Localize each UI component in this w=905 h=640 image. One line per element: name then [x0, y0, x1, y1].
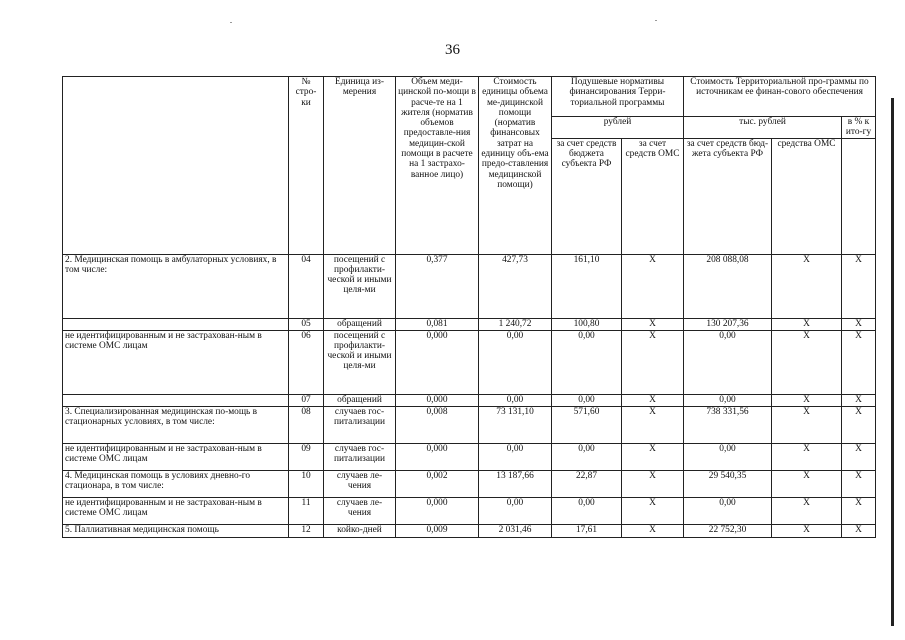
row-oms-k: X: [772, 524, 842, 537]
row-unit: посещений с профилакти-ческой и иными целя-ми: [324, 254, 396, 318]
row-no: 10: [289, 470, 324, 497]
row-pct: X: [842, 330, 876, 394]
header-row-no: № стро-ки: [289, 77, 324, 255]
row-budget-k: 0,00: [684, 497, 772, 524]
row-oms: X: [622, 443, 684, 470]
row-oms: X: [622, 497, 684, 524]
row-budget-k: 738 331,56: [684, 406, 772, 443]
table-row: [63, 406, 876, 443]
table-row: [63, 524, 876, 537]
row-cost: 0,00: [479, 330, 552, 394]
row-cost: 427,73: [479, 254, 552, 318]
row-cost: 2 031,46: [479, 524, 552, 537]
row-budget: 0,00: [552, 497, 622, 524]
row-volume: 0,000: [396, 330, 479, 394]
header-oms-2: средства ОМС: [772, 138, 842, 254]
row-budget-k: 22 752,30: [684, 524, 772, 537]
row-name: [63, 394, 289, 406]
row-budget: 0,00: [552, 394, 622, 406]
row-name: не идентифицированным и не застрахован-ным в системе ОМС лицам: [63, 497, 289, 524]
header-budget-rf-2: за счет средств бюд-жета субъекта РФ: [684, 138, 772, 254]
row-volume: 0,081: [396, 318, 479, 330]
row-budget-k: 0,00: [684, 394, 772, 406]
financing-table: [62, 76, 876, 538]
row-volume: 0,002: [396, 470, 479, 497]
scan-speck: [655, 20, 657, 21]
table-row: [63, 470, 876, 497]
header-percent: в % к ито-гу: [842, 117, 876, 139]
row-budget: 0,00: [552, 330, 622, 394]
table-row: [63, 497, 876, 524]
row-oms: X: [622, 318, 684, 330]
row-oms: X: [622, 470, 684, 497]
row-budget: 17,61: [552, 524, 622, 537]
row-oms-k: X: [772, 254, 842, 318]
row-pct: X: [842, 318, 876, 330]
header-unit: Единица из-мерения: [324, 77, 396, 255]
page-number: 36: [445, 42, 460, 58]
row-name: не идентифицированным и не застрахован-ным в системе ОМС лицам: [63, 330, 289, 394]
table-row: [63, 443, 876, 470]
row-cost: 73 131,10: [479, 406, 552, 443]
row-no: 11: [289, 497, 324, 524]
row-pct: X: [842, 497, 876, 524]
row-name: [63, 318, 289, 330]
row-unit: койко-дней: [324, 524, 396, 537]
row-volume: 0,377: [396, 254, 479, 318]
row-pct: X: [842, 443, 876, 470]
header-volume: Объем меди-цинской по-мощи в расче-те на 1 жителя (норматив объемов предоставле-ния медицин-ской помощи в расчете на 1 застрахо-ванное лицо): [396, 77, 479, 255]
row-budget: 22,87: [552, 470, 622, 497]
row-no: 06: [289, 330, 324, 394]
header-budget-rf: за счет средств бюджета субъекта РФ: [552, 138, 622, 254]
row-pct: X: [842, 254, 876, 318]
row-oms: X: [622, 330, 684, 394]
row-no: 08: [289, 406, 324, 443]
row-no: 12: [289, 524, 324, 537]
row-unit: обращений: [324, 318, 396, 330]
row-budget-k: 0,00: [684, 330, 772, 394]
table-row: [63, 254, 876, 318]
row-name: 3. Специализированная медицинская по-мощь в стационарных условиях, в том числе:: [63, 406, 289, 443]
row-budget-k: 130 207,36: [684, 318, 772, 330]
header-percent-blank: [842, 138, 876, 254]
row-volume: 0,000: [396, 394, 479, 406]
header-rubles: рублей: [552, 117, 684, 139]
row-budget-k: 29 540,35: [684, 470, 772, 497]
header-thousand-rubles: тыс. рублей: [684, 117, 842, 139]
row-oms-k: X: [772, 443, 842, 470]
row-oms: X: [622, 394, 684, 406]
row-pct: X: [842, 524, 876, 537]
row-no: 07: [289, 394, 324, 406]
table-row: [63, 394, 876, 406]
header-blank: [63, 77, 289, 255]
row-cost: 0,00: [479, 394, 552, 406]
row-volume: 0,009: [396, 524, 479, 537]
table-row: [63, 330, 876, 394]
row-unit: посещений с профилакти-ческой и иными целя-ми: [324, 330, 396, 394]
row-unit: случаев гос-питализации: [324, 443, 396, 470]
row-oms-k: X: [772, 497, 842, 524]
header-program-cost: Стоимость Территориальной про-граммы по источникам ее финан-сового обеспечения: [684, 77, 876, 117]
row-oms: X: [622, 406, 684, 443]
scan-speck: [230, 22, 232, 23]
row-unit: случаев ле-чения: [324, 470, 396, 497]
row-budget-k: 208 088,08: [684, 254, 772, 318]
row-no: 04: [289, 254, 324, 318]
header-per-capita: Подушевые нормативы финансирования Терри-ториальной программы: [552, 77, 684, 117]
row-volume: 0,008: [396, 406, 479, 443]
row-oms-k: X: [772, 470, 842, 497]
row-cost: 1 240,72: [479, 318, 552, 330]
row-name: 5. Паллиативная медицинская помощь: [63, 524, 289, 537]
row-pct: X: [842, 470, 876, 497]
row-cost: 13 187,66: [479, 470, 552, 497]
row-budget: 0,00: [552, 443, 622, 470]
row-no: 05: [289, 318, 324, 330]
row-pct: X: [842, 394, 876, 406]
row-unit: случаев ле-чения: [324, 497, 396, 524]
row-oms: X: [622, 524, 684, 537]
row-name: 4. Медицинская помощь в условиях дневно-го стационара, в том числе:: [63, 470, 289, 497]
row-oms-k: X: [772, 394, 842, 406]
table-row: [63, 318, 876, 330]
row-oms-k: X: [772, 406, 842, 443]
row-budget: 100,80: [552, 318, 622, 330]
row-oms: X: [622, 254, 684, 318]
row-budget-k: 0,00: [684, 443, 772, 470]
row-budget: 161,10: [552, 254, 622, 318]
row-cost: 0,00: [479, 443, 552, 470]
row-volume: 0,000: [396, 443, 479, 470]
row-unit: обращений: [324, 394, 396, 406]
row-budget: 571,60: [552, 406, 622, 443]
row-no: 09: [289, 443, 324, 470]
header-oms: за счет средств ОМС: [622, 138, 684, 254]
row-name: 2. Медицинская помощь в амбулаторных условиях, в том числе:: [63, 254, 289, 318]
row-volume: 0,000: [396, 497, 479, 524]
row-name: не идентифицированным и не застрахован-ным в системе ОМС лицам: [63, 443, 289, 470]
row-oms-k: X: [772, 330, 842, 394]
header-cost: Стоимость единицы объема ме-дицинской помощи (норматив финансовых затрат на единицу объ-ема предо-ставления медицинской помощи): [479, 77, 552, 255]
row-unit: случаев гос-питализации: [324, 406, 396, 443]
row-pct: X: [842, 406, 876, 443]
page-edge-shadow: [891, 98, 894, 626]
row-oms-k: X: [772, 318, 842, 330]
row-cost: 0,00: [479, 497, 552, 524]
